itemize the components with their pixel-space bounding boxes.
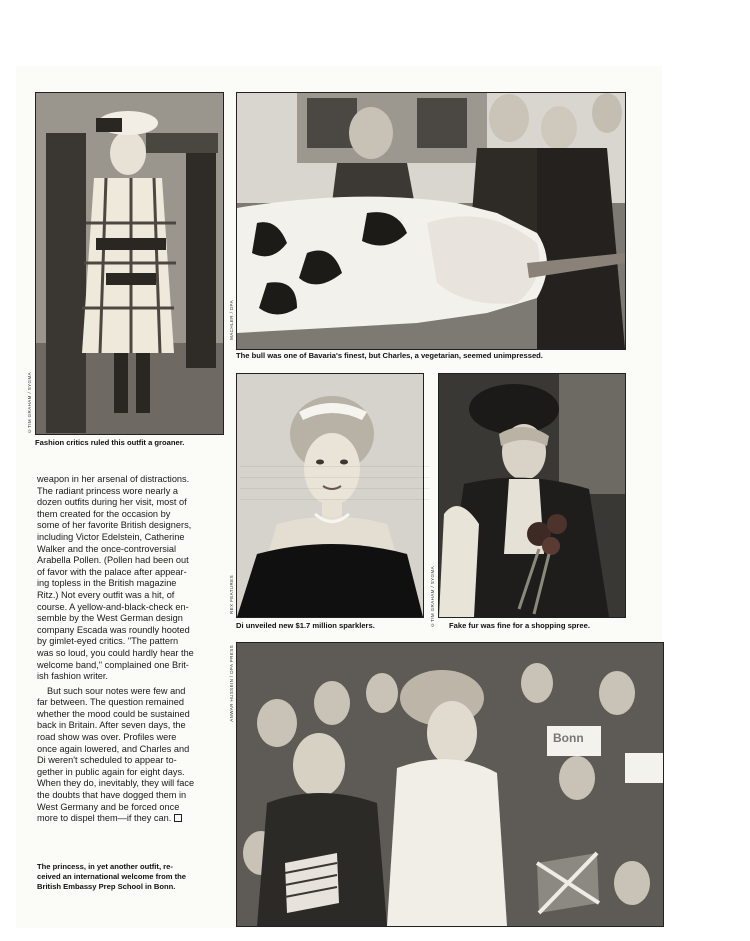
photo-fur-caption: Fake fur was fine for a shopping spree. — [449, 621, 590, 630]
caption-line: British Embassy Prep School in Bonn. — [37, 882, 176, 891]
article-line: including Victor Edelstein, Catherine — [37, 531, 185, 542]
article-line: Arabella Pollen. (Pollen had been out — [37, 555, 189, 566]
article-line: weapon in her arsenal of distractions. — [37, 474, 190, 484]
article-line: back in Britain. After seven days, the — [37, 720, 186, 731]
article-line: welcome band," complained one Brit- — [37, 659, 189, 670]
article-line: far between. The question remained — [37, 697, 184, 708]
article-line: course. A yellow-and-black-check en- — [37, 601, 189, 612]
article-line: ish fashion writer. — [37, 671, 108, 682]
article-line: the doubts that have dogged them in — [37, 790, 187, 801]
photo-bull-image — [237, 93, 625, 349]
photo-outfit-image — [36, 93, 223, 434]
article-line: by gimlet-eyed critics. "The pattern — [37, 636, 179, 647]
caption-line: The princess, in yet another outfit, re- — [37, 862, 173, 871]
article-line: Walker and the once-controversial — [37, 543, 177, 554]
article-body — [37, 474, 229, 825]
photo-outfit-credit: ©TIM GRAHAM / SYGMA — [27, 372, 32, 434]
article-line: once again lowered, and Charles and — [37, 743, 190, 754]
photo-bull — [236, 92, 626, 350]
bleed-through — [240, 466, 430, 506]
school-sign-text: Bonn — [553, 731, 584, 745]
photo-school — [236, 642, 664, 927]
photo-school-image — [237, 643, 663, 926]
photo-sparklers-credit: REX FEATURES — [229, 575, 234, 614]
end-mark — [174, 814, 182, 822]
photo-school-caption — [37, 862, 186, 892]
photo-outfit — [35, 92, 224, 435]
article-line: them created for the occasion by — [37, 508, 171, 519]
article-line: was so loud, you could hardly hear the — [37, 647, 194, 658]
caption-line: ceived an international welcome from the — [37, 872, 186, 881]
photo-outfit-caption: Fashion critics ruled this outfit a groaner. — [35, 438, 185, 447]
photo-fur-image — [439, 374, 625, 617]
article-line: Di weren't scheduled to appear to- — [37, 755, 177, 766]
article-line: ing topless in the British magazine — [37, 578, 177, 589]
article-line: gether in public again for eight days. — [37, 766, 185, 777]
photo-fur-credit: ©TIM GRAHAM / SYGMA — [430, 566, 435, 628]
article-line: of favor with the palace after appear- — [37, 566, 187, 577]
article-line: company Escada was roundly hooted — [37, 624, 190, 635]
photo-bull-caption: The bull was one of Bavaria's finest, but Charles, a vegetarian, seemed unimpressed. — [236, 351, 543, 360]
article-line: But such sour notes were few and — [47, 685, 186, 696]
article-line: The radiant princess wore nearly a — [37, 485, 178, 496]
photo-bull-credit: MACHLER / DPA — [229, 300, 234, 340]
article-paragraph-2 — [37, 686, 229, 825]
article-line: West Germany and be forced once — [37, 801, 180, 812]
photo-sparklers-caption: Di unveiled new $1.7 million sparklers. — [236, 621, 375, 630]
photo-school-credit: ANWAR HUSSEIN / DPA PRESS — [229, 645, 234, 722]
article-paragraph-1 — [37, 474, 229, 683]
article-line: Ritz.) Not every outfit was a hit, of — [37, 589, 175, 600]
article-line: When they do, inevitably, they will face — [37, 778, 195, 789]
article-line: more to dispel them—if they can. — [37, 813, 172, 824]
article-line: whether the mood could be sustained — [37, 708, 190, 719]
article-line: semble by the West German design — [37, 613, 183, 624]
photo-fur — [438, 373, 626, 618]
article-line: dozen outfits during her visit, most of — [37, 497, 187, 508]
article-line: some of her favorite British designers, — [37, 520, 192, 531]
article-line: road show was over. Profiles were — [37, 732, 177, 743]
